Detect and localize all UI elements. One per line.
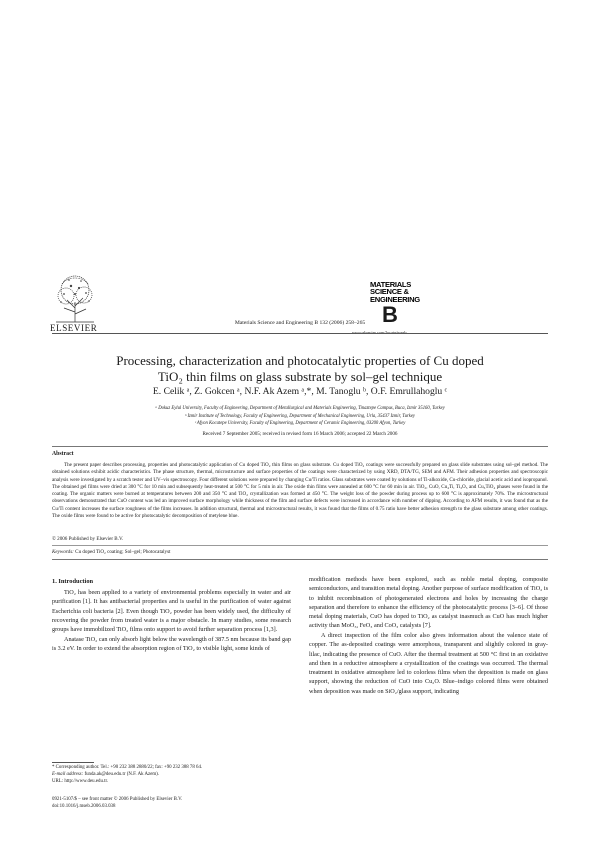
elsevier-tree-logo: [52, 272, 98, 324]
publisher-name: ELSEVIER: [50, 323, 98, 333]
title-line: Processing, characterization and photocatalytic properties of Cu doped: [116, 353, 484, 368]
email-note: [52, 771, 292, 778]
journal-logo: [346, 281, 434, 335]
body-paragraph: modification methods have been explored, such as noble metal doping, composite semiconductors, and transition metal doping. Another purpose of surface modification of TiO₂ is to inhibit recombination of photogenerated electrons and holes by increasing the charge separation and therefore to enhance the efficiency of the photocatalytic process [3–6]. Of those metal doping materials, CuO has doped to TiO₂ as catalyst inasmuch as CuO has much higher activity than MoO₃, FeO₃ and CoO₃ catalysts [7].: [309, 576, 548, 630]
doi-link[interactable]: doi:10.1016/j.mseb.2006.03.038: [52, 804, 116, 810]
affiliation: ᵃ Dokuz Eylul University, Faculty of Engineering, Department of Metallurgical and Materials Engineering, Tinaztepe Campus, Buca, Izmir 35160, Turkey: [155, 406, 445, 411]
journal-logo-line: ENGINEERING: [370, 294, 420, 304]
body-paragraph: A direct inspection of the film color also gives information about the valence state of copper. The as-deposited coatings were amorphous, transparent and slightly colored in gray-lilac, indicating the presence of CuO. After the thermal treatment at 500 °C first in an oxidative and then in a reductive atmosphere a crystallization of the coatings was occurred. The thermal treatment in oxidative atmosphere led to colorless films when the deposition is made on glass support, showing the reduction of CuO into Cu₂O. Blue–indigo colored films were obtained when deposition was made on SiO₂/glass support, indicating: [309, 632, 548, 695]
abstract-body: The present paper describes processing, properties and photocatalytic application of Cu doped TiO₂ thin films on glass substrate. Cu doped TiO₂ coatings were successfully prepared on glass slide substrates using sol–gel method. The obtained solutions exhibit acidic characteristics. The phase structure, thermal, microstructure and surface properties of the coatings were characterized by using XRD, DTA/TG, SEM and AFM. Their adhesion properties and spectroscopic analysis were investigated by a scratch tester and UV–vis spectroscopy. Four different solutions were prepared by changing Cu/Ti ratios. Glass substrates were coated by solutions of Ti-alkoxide, Cu-chloride, glacial acetic acid and isopropanol. The obtained gel films were dried at 300 °C for 10 min and subsequently heat-treated at 500 °C for 5 min in air. The oxide thin films were annealed at 600 °C for 60 min in air. TiO₂, CuO, Cu₄Ti, Ti₃O₅ and Cu₃TiO₄ phases were found in the coating. The organic matters were burned at temperatures between 200 and 350 °C and TiO₂ crystallization was formed at 450 °C. The weight loss of the powder during process up to 600 °C is approximately 70%. The microstructural observations demonstrated that CuO content was led an improved surface morphology while thickness of the film and surface defects were increased in accordance with number of dipping. According to AFM results, it was found that as the Cu/Ti content increases the surface roughness of the films increases. In addition structural, thermal and microstructural results, it was found that the films of 0.75 ratio have better adhesion strength to the glass substrate among other coatings. The oxide films were found to be active for photocatalytic decomposition of metylene blue.: [52, 462, 548, 519]
journal-logo-line: MATERIALS: [370, 280, 412, 289]
author-list: E. Celik ᵃ, Z. Gokcen ᵃ, N.F. Ak Azem ᵃ,*, M. Tanoglu ᵇ, O.F. Emrullahoglu ᶜ: [152, 386, 448, 397]
keywords-value: Cu doped TiO₂ coating; Sol–gel; Photocatalyst: [75, 549, 171, 555]
affiliation: ᶜ Afyon Kocatepe University, Faculty of Engineering, Department of Ceramic Engineering, 03200 Afyon, Turkey: [194, 421, 406, 427]
journal-reference: Materials Science and Engineering B 132 (2006) 258–265: [234, 320, 366, 326]
journal-letter: B: [382, 302, 398, 328]
affiliations: [40, 405, 560, 428]
affiliation: ᵇ Izmir Institute of Technology, Faculty of Engineering, Department of Mechanical Engineering, Urla, 35437 Izmir, Turkey: [185, 413, 415, 419]
footnote-divider: [52, 762, 94, 763]
url-link[interactable]: URL: http://www.deu.edu.tr.: [52, 779, 109, 785]
footnotes: [52, 764, 292, 786]
copyright-line: © 2006 Published by Elsevier B.V.: [52, 536, 124, 542]
divider: [52, 446, 548, 447]
divider: [52, 559, 548, 560]
corresponding-author-note: * Corresponding author. Tel.: +90 232 388 2880/22; fax: +90 232 388 78 64.: [52, 765, 203, 770]
article-title: [40, 353, 560, 384]
front-matter: [52, 796, 292, 810]
keywords-label: Keywords:: [52, 549, 74, 555]
body-column-left: [52, 588, 291, 654]
email-link[interactable]: funda.ak@deu.edu.tr (N.F. Ak Azem).: [84, 772, 160, 778]
divider: [52, 545, 548, 546]
issn-line: 0921-5107/$ – see front matter © 2006 Published by Elsevier B.V.: [52, 797, 183, 802]
body-paragraph: Anatase TiO₂ can only absorb light below the wavelength of 387.5 nm because its band gap is 3.2 eV. In order to extend the absorption region of TiO₂ to visible light, some kinds of: [52, 635, 291, 652]
masthead-divider: [52, 333, 548, 334]
received-dates: Received 7 September 2005; received in revised form 16 March 2006; accepted 22 March 2006: [202, 431, 398, 437]
email-label: E-mail address:: [52, 772, 84, 778]
body-paragraph: TiO₂ has been applied to a variety of environmental problems especially in water and air purification [1]. It has antibacterial properties and is useful in the purification of water against Escherichia coli bacteria [2]. Even though TiO₂ powder has been widely used, the difficulty of recovering the powder from treated water is a major obstacle. In many studies, some research groups have immobilized TiO₂ films onto support to avoid further separation process [1,3].: [52, 589, 291, 633]
abstract-heading: Abstract: [52, 451, 74, 457]
journal-site-link[interactable]: www.elsevier.com/locate/mseb: [352, 330, 407, 336]
body-column-right: [309, 575, 548, 696]
journal-logo-line: SCIENCE &: [370, 287, 409, 297]
title-line: TiO₂ thin films on glass substrate by sol–gel technique: [157, 368, 443, 384]
keywords-line: [52, 549, 170, 555]
section-heading-introduction: 1. Introduction: [52, 578, 94, 585]
